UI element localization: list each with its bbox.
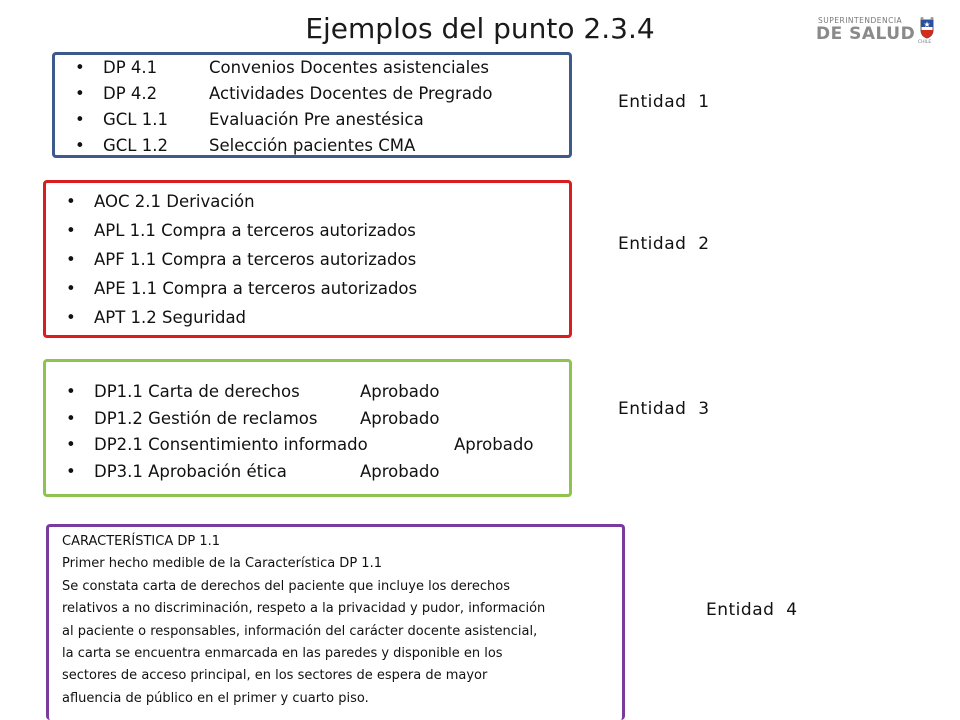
entity-label-1: Entidad 1 [618, 92, 710, 112]
item-code: DP 4.2 [103, 83, 158, 103]
characteristic-text-line: al paciente o responsables, información del carácter docente asistencial, [62, 623, 538, 639]
bullet-icon: • [66, 382, 76, 401]
list-item [46, 379, 569, 406]
box-entidad-4 [46, 524, 625, 720]
bullet-icon: • [75, 109, 85, 129]
superintendencia-logo [814, 14, 938, 46]
item-text: APT 1.2 Seguridad [94, 308, 247, 327]
item-text: AOC 2.1 Derivación [94, 192, 255, 211]
list-item [46, 187, 569, 216]
box1-list [55, 55, 569, 159]
characteristic-text-line: la carta se encuentra enmarcada en las paredes y disponible en los [62, 646, 503, 662]
list-item [46, 274, 569, 303]
status-label: Aprobado [360, 408, 440, 428]
item-text: APE 1.1 Compra a terceros autorizados [94, 279, 418, 298]
item-text: Convenios Docentes asistenciales [209, 57, 489, 77]
box-entidad-3 [43, 359, 572, 497]
item-text: DP1.1 Carta de derechos [94, 382, 300, 401]
list-item [46, 303, 569, 332]
characteristic-title: CARACTERÍSTICA DP 1.1 [62, 534, 221, 549]
list-item [55, 55, 569, 81]
status-label: Aprobado [454, 435, 534, 454]
bullet-icon: • [75, 83, 85, 103]
item-text: DP2.1 Consentimiento informado [94, 435, 368, 454]
status-label: Aprobado [360, 461, 440, 481]
item-text: APF 1.1 Compra a terceros autorizados [94, 250, 417, 269]
status-label: Aprobado [360, 382, 440, 401]
list-item [46, 245, 569, 274]
box-entidad-1 [52, 52, 572, 158]
list-item [46, 406, 569, 433]
bullet-icon: • [75, 135, 85, 155]
entity-label-3: Entidad 3 [618, 399, 710, 419]
box2-list [46, 187, 569, 332]
list-item [55, 133, 569, 159]
box-entidad-2 [43, 180, 572, 338]
item-text: Actividades Docentes de Pregrado [209, 83, 493, 103]
logo-main-text: DE SALUD [816, 24, 916, 44]
item-code: DP 4.1 [103, 57, 158, 77]
logo-country-text: CHILE [918, 40, 932, 45]
item-code: GCL 1.2 [103, 135, 168, 155]
item-text: Evaluación Pre anestésica [209, 109, 424, 129]
characteristic-text-line: relativos a no discriminación, respeto a la privacidad y pudor, información [62, 601, 546, 617]
bullet-icon: • [66, 192, 76, 211]
bullet-icon: • [66, 461, 76, 481]
list-item [46, 432, 569, 459]
logo-top-text: SUPERINTENDENCIA [818, 16, 903, 25]
bullet-icon: • [66, 308, 76, 327]
item-text: Selección pacientes CMA [209, 135, 416, 155]
bullet-icon: • [66, 408, 76, 428]
chilean-coat-of-arms-icon [918, 16, 936, 40]
characteristic-text-line: Se constata carta de derechos del paciente que incluye los derechos [62, 578, 510, 594]
list-item [46, 216, 569, 245]
item-text: APL 1.1 Compra a terceros autorizados [94, 221, 416, 240]
box3-list [46, 379, 569, 485]
bullet-icon: • [75, 57, 85, 77]
bullet-icon: • [66, 221, 76, 240]
item-code: GCL 1.1 [103, 109, 168, 129]
bullet-icon: • [66, 435, 76, 454]
characteristic-text-line: sectores de acceso principal, en los sectores de espera de mayor [62, 668, 488, 684]
characteristic-subtitle: Primer hecho medible de la Característica DP 1.1 [62, 556, 382, 572]
item-text: DP3.1 Aprobación ética [94, 461, 287, 481]
characteristic-text-line: afluencia de público en el primer y cuarto piso. [62, 690, 369, 706]
slide-title: Ejemplos del punto 2.3.4 [305, 12, 655, 45]
entity-label-2: Entidad 2 [618, 234, 710, 254]
list-item [55, 107, 569, 133]
list-item [55, 81, 569, 107]
entity-label-4: Entidad 4 [706, 600, 798, 620]
bullet-icon: • [66, 250, 76, 269]
bullet-icon: • [66, 279, 76, 298]
list-item [46, 459, 569, 486]
item-text: DP1.2 Gestión de reclamos [94, 408, 318, 428]
